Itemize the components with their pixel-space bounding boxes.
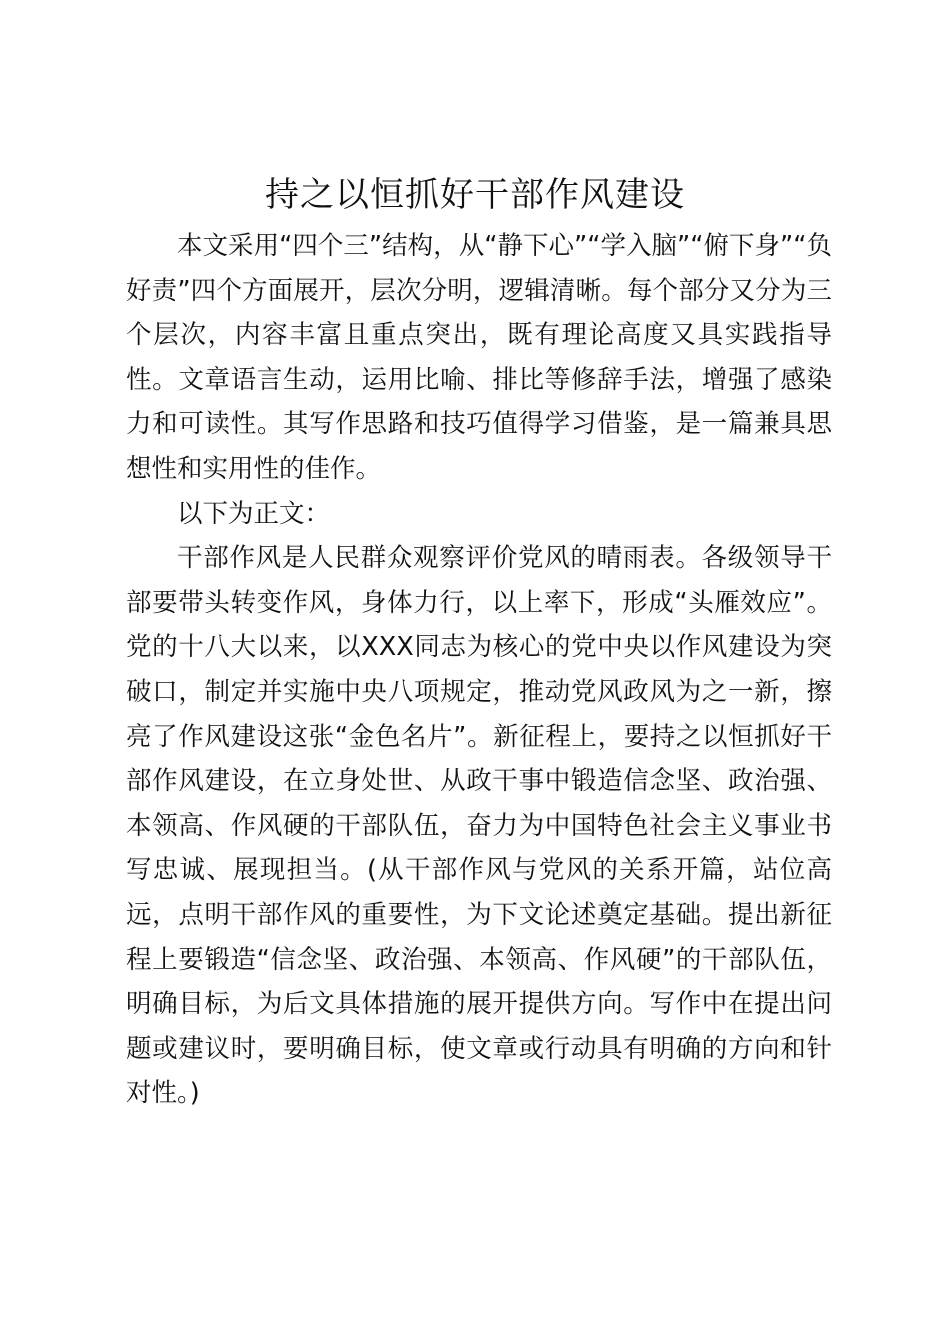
document-title: 持之以恒抓好干部作风建设: [265, 175, 685, 215]
main-paragraph: 干部作风是人民群众观察评价党风的晴雨表。各级领导干部要带头转变作风，身体力行，以上率下，形成“头雁效应”。党的十八大以来，以XXX同志为核心的党中央以作风建设为突破口，制定并实施中央八项规定，推动党风政风为之一新，擦亮了作风建设这张“金色名片”。新征程上，要持之以恒抓好干部作风建设，在立身处世、从政干事中锻造信念坚、政治强、本领高、作风硬的干部队伍，奋力为中国特色社会主义事业书写忠诚、展现担当。(从干部作风与党风的关系开篇，站位高远，点明干部作风的重要性，为下文论述奠定基础。提出新征程上要锻造“信念坚、政治强、本领高、作风硬”的干部队伍，明确目标，为后文具体措施的展开提供方向。写作中在提出问题或建议时，要明确目标，使文章或行动具有明确的方向和针对性。): [126, 543, 832, 1109]
intro-paragraph: 本文采用“四个三”结构，从“静下心”“学入脑”“俯下身”“负好责”四个方面展开，层次分明，逻辑清晰。每个部分又分为三个层次，内容丰富且重点突出，既有理论高度又具实践指导性。文章语言生动，运用比喻、排比等修辞手法，增强了感染力和可读性。其写作思路和技巧值得学习借鉴，是一篇兼具思想性和实用性的佳作。: [126, 231, 832, 484]
document-body: [126, 224, 832, 1116]
transition-paragraph: 以下为正文：: [177, 498, 331, 529]
